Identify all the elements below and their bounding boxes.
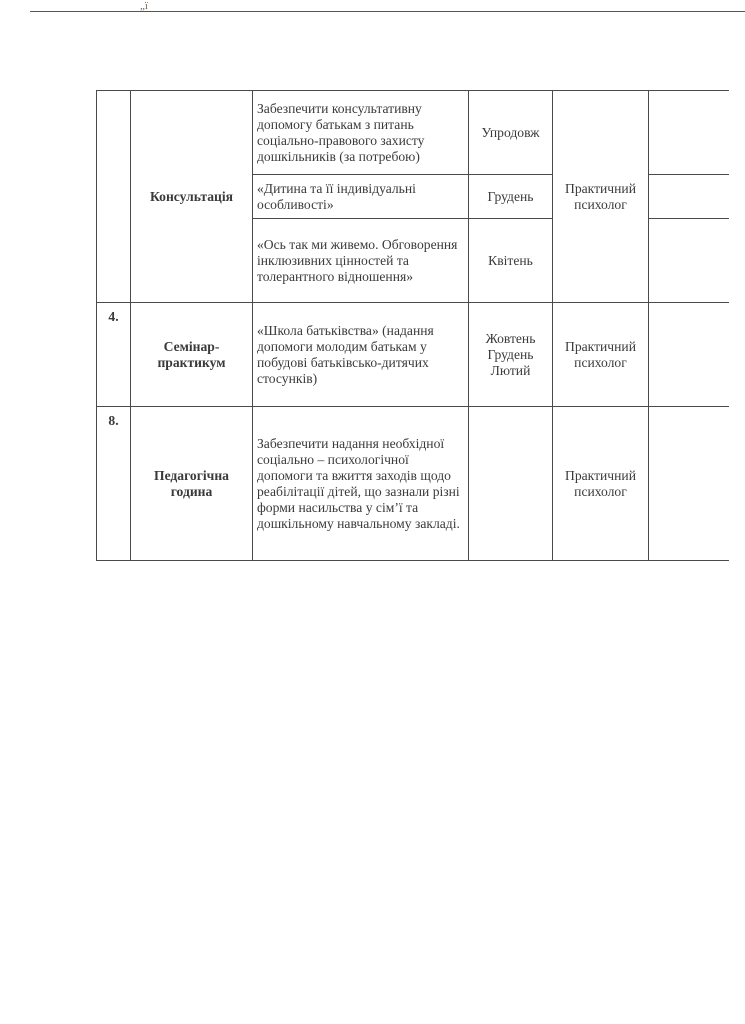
row-number-cell: 4. <box>97 303 131 407</box>
notes-cell <box>649 91 729 175</box>
term-cell: Жовтень Грудень Лютий <box>469 303 553 407</box>
notes-cell <box>649 303 729 407</box>
content-cell: «Дитина та її індивідуальні особливості» <box>253 175 469 219</box>
page-top-mark: „ї <box>140 0 148 12</box>
term-cell: Упродовж <box>469 91 553 175</box>
form-cell: Педагогічна година <box>131 407 253 561</box>
responsible-cell: Практичний психолог <box>553 303 649 407</box>
form-cell: Семінар-практикум <box>131 303 253 407</box>
plan-table <box>96 90 729 561</box>
content-cell: «Школа батьківства» (надання допомоги молодим батькам у побудові батьківсько-дитячих стосунків) <box>253 303 469 407</box>
table-row <box>97 407 729 561</box>
notes-cell <box>649 407 729 561</box>
responsible-cell: Практичний психолог <box>553 91 649 303</box>
term-cell: Квітень <box>469 219 553 303</box>
term-cell: Грудень <box>469 175 553 219</box>
table-row <box>97 91 729 175</box>
content-cell: Забезпечити надання необхідної соціально – психологічної допомоги та вжиття заходів щодо реабілітації дітей, що зазнали різні форми насильства у сім’ї та дошкільному навчальному закладі. <box>253 407 469 561</box>
row-number-cell <box>97 91 131 303</box>
row-number-cell: 8. <box>97 407 131 561</box>
notes-cell <box>649 219 729 303</box>
content-cell: «Ось так ми живемо. Обговорення інклюзивних цінностей та толерантного відношення» <box>253 219 469 303</box>
form-cell: Консультація <box>131 91 253 303</box>
page-top-edge-line <box>30 11 745 12</box>
table-row <box>97 303 729 407</box>
term-cell <box>469 407 553 561</box>
content-cell: Забезпечити консультативну допомогу батькам з питань соціально-правового захисту дошкільників (за потребою) <box>253 91 469 175</box>
responsible-cell: Практичний психолог <box>553 407 649 561</box>
notes-cell <box>649 175 729 219</box>
plan-table-container <box>96 90 745 560</box>
